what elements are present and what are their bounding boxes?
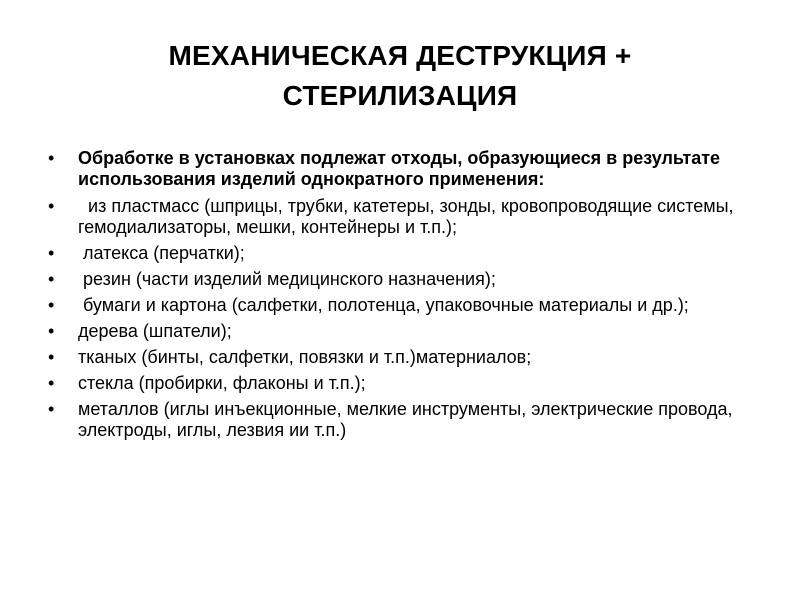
slide-title-line-2: СТЕРИЛИЗАЦИЯ bbox=[282, 80, 518, 111]
list-item-textiles bbox=[48, 347, 768, 368]
list-item-intro bbox=[48, 148, 768, 190]
bullet-icon: • bbox=[48, 399, 55, 419]
list-item-text: Обработке в установках подлежат отходы, образующиеся в результате использования изделий однократного применения: bbox=[78, 148, 721, 189]
bullet-icon: • bbox=[48, 148, 55, 168]
list-item-glass bbox=[48, 373, 768, 394]
bullet-icon: • bbox=[48, 196, 55, 216]
list-item-plastics bbox=[48, 196, 768, 238]
list-item-wood bbox=[48, 321, 768, 342]
bullet-icon: • bbox=[48, 269, 55, 289]
list-item-text: металлов (иглы инъекционные, мелкие инструменты, электрические провода, электроды, иглы, лезвия ии т.п.) bbox=[78, 399, 733, 440]
list-item-rubber bbox=[48, 269, 768, 290]
list-item-text: бумаги и картона (салфетки, полотенца, упаковочные материалы и др.); bbox=[78, 295, 689, 315]
bullet-icon: • bbox=[48, 347, 55, 367]
bullet-icon: • bbox=[48, 243, 55, 263]
list-item-paper bbox=[48, 295, 768, 316]
list-item-text: тканых (бинты, салфетки, повязки и т.п.)матерниалов; bbox=[78, 347, 532, 367]
list-item-text: дерева (шпатели); bbox=[78, 321, 232, 341]
list-item-metals bbox=[48, 399, 768, 441]
list-item-text: латекса (перчатки); bbox=[78, 243, 245, 263]
bullet-list bbox=[48, 148, 768, 446]
list-item-text: резин (части изделий медицинского назначения); bbox=[78, 269, 496, 289]
list-item-latex bbox=[48, 243, 768, 264]
bullet-icon: • bbox=[48, 373, 55, 393]
slide-title-line-1: МЕХАНИЧЕСКАЯ ДЕСТРУКЦИЯ + bbox=[168, 40, 632, 71]
list-item-text: стекла (пробирки, флаконы и т.п.); bbox=[78, 373, 366, 393]
slide-title bbox=[60, 36, 740, 116]
bullet-icon: • bbox=[48, 295, 55, 315]
list-item-text: из пластмасс (шприцы, трубки, катетеры, зонды, кровопроводящие системы, гемодиализаторы, мешки, контейнеры и т.п.); bbox=[78, 196, 739, 237]
bullet-icon: • bbox=[48, 321, 55, 341]
